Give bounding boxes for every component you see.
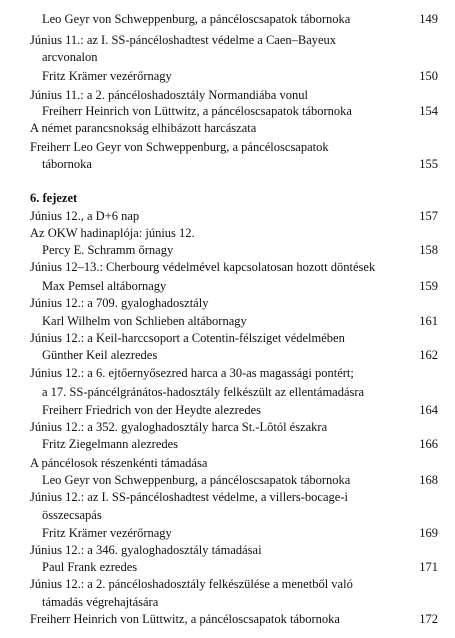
toc-entry [0,69,455,89]
toc-entry-text: Az OKW hadinaplója: június 12. [30,226,195,240]
toc-entry [0,385,455,405]
toc-entry-text: Június 12.: az I. SS-páncéloshadtest védelme, a villers-bocage-i [30,490,348,504]
toc-entry [0,191,455,211]
toc-page-number: 157 [419,209,438,223]
toc-entry [0,508,455,528]
toc-entry-text: Június 11.: az I. SS-páncéloshadtest védelme a Caen–Bayeux [30,33,337,47]
toc-entry-text: arcvonalon [42,50,98,64]
toc-entry [0,121,455,141]
toc-entry [0,296,455,316]
toc-entry-text: Június 12.: a 6. ejtőernyősezred harca a 30-as magassági pontért; [30,366,354,380]
toc-entry [0,612,455,632]
toc-entry-text: Percy E. Schramm őrnagy [42,243,174,257]
toc-page-number: 150 [419,69,438,83]
toc-entry-text: Június 12.: a 346. gyaloghadosztály támadásai [30,543,262,557]
toc-entry [0,490,455,510]
toc-page-number: 162 [419,348,438,362]
toc-entry-text: Paul Frank ezredes [42,560,138,574]
toc-page-number: 172 [419,612,438,626]
toc-entry [0,12,455,32]
toc-entry-text: Fritz Krämer vezérőrnagy [42,526,172,540]
toc-entry [0,437,455,457]
toc-entry [0,366,455,386]
toc-entry-text: Freiherr Leo Geyr von Schweppenburg, a páncéloscsapatok [30,140,329,154]
toc-entry-text: Június 12., a D+6 nap [30,209,140,223]
toc-entry [0,50,455,70]
toc-entry [0,577,455,597]
toc-entry-text: Június 12.: a 352. gyaloghadosztály harca St.-Lôtól északra [30,420,328,434]
toc-entry-text: támadás végrehajtására [42,595,159,609]
toc-entry-text: Fritz Krämer vezérőrnagy [42,69,172,83]
toc-page-number: 166 [419,437,438,451]
toc-entry-text: A páncélosok részenkénti támadása [30,456,208,470]
toc-entry-text: Max Pemsel altábornagy [42,279,167,293]
toc-entry-text: Június 12.: a 2. páncéloshadosztály felkészülése a menetből való [30,577,353,591]
toc-entry [0,157,455,177]
toc-entry-text: A német parancsnokság elhibázott harcászata [30,121,257,135]
toc-page-number: 164 [419,403,438,417]
toc-entry-text: a 17. SS-páncélgránátos-hadosztály felkészült az ellentámadásra [42,385,365,399]
toc-entry [0,348,455,368]
toc-page-number: 171 [419,560,438,574]
toc-entry-text: Karl Wilhelm von Schlieben altábornagy [42,314,247,328]
toc-page-number: 154 [419,104,438,118]
toc-page-number: 161 [419,314,438,328]
toc-entry-text: Június 11.: a 2. páncéloshadosztály Normandiába vonul [30,88,308,102]
chapter-heading: 6. fejezet [30,191,78,205]
toc-page-number: 155 [419,157,438,171]
toc-entry-text: Fritz Ziegelmann alezredes [42,437,179,451]
toc-entry-text: Június 12.: a 709. gyaloghadosztály [30,296,209,310]
toc-entry-text: összecsapás [42,508,102,522]
toc-page-number: 168 [419,473,438,487]
toc-entry-text: Leo Geyr von Schweppenburg, a páncéloscsapatok tábornoka [42,473,351,487]
toc-page-number: 159 [419,279,438,293]
toc-page-number: 158 [419,243,438,257]
toc-entry-text: tábornoka [42,157,92,171]
toc-entry-text: Günther Keil alezredes [42,348,158,362]
toc-entry-text: Június 12.: a Keil-harccsoport a Cotentin-félsziget védelmében [30,331,345,345]
toc-entry-text: Freiherr Heinrich von Lüttwitz, a páncéloscsapatok tábornoka [30,612,340,626]
toc-entry-text: Június 12–13.: Cherbourg védelmével kapcsolatosan hozott döntések [30,260,376,274]
toc-entry-text: Leo Geyr von Schweppenburg, a páncéloscsapatok tábornoka [42,12,351,26]
toc-page-number: 169 [419,526,438,540]
toc-entry [0,260,455,280]
toc-entry-text: Freiherr Heinrich von Lüttwitz, a páncéloscsapatok tábornoka [42,104,352,118]
toc-entry-text: Freiherr Friedrich von der Heydte alezredes [42,403,262,417]
toc-page-number: 149 [419,12,438,26]
